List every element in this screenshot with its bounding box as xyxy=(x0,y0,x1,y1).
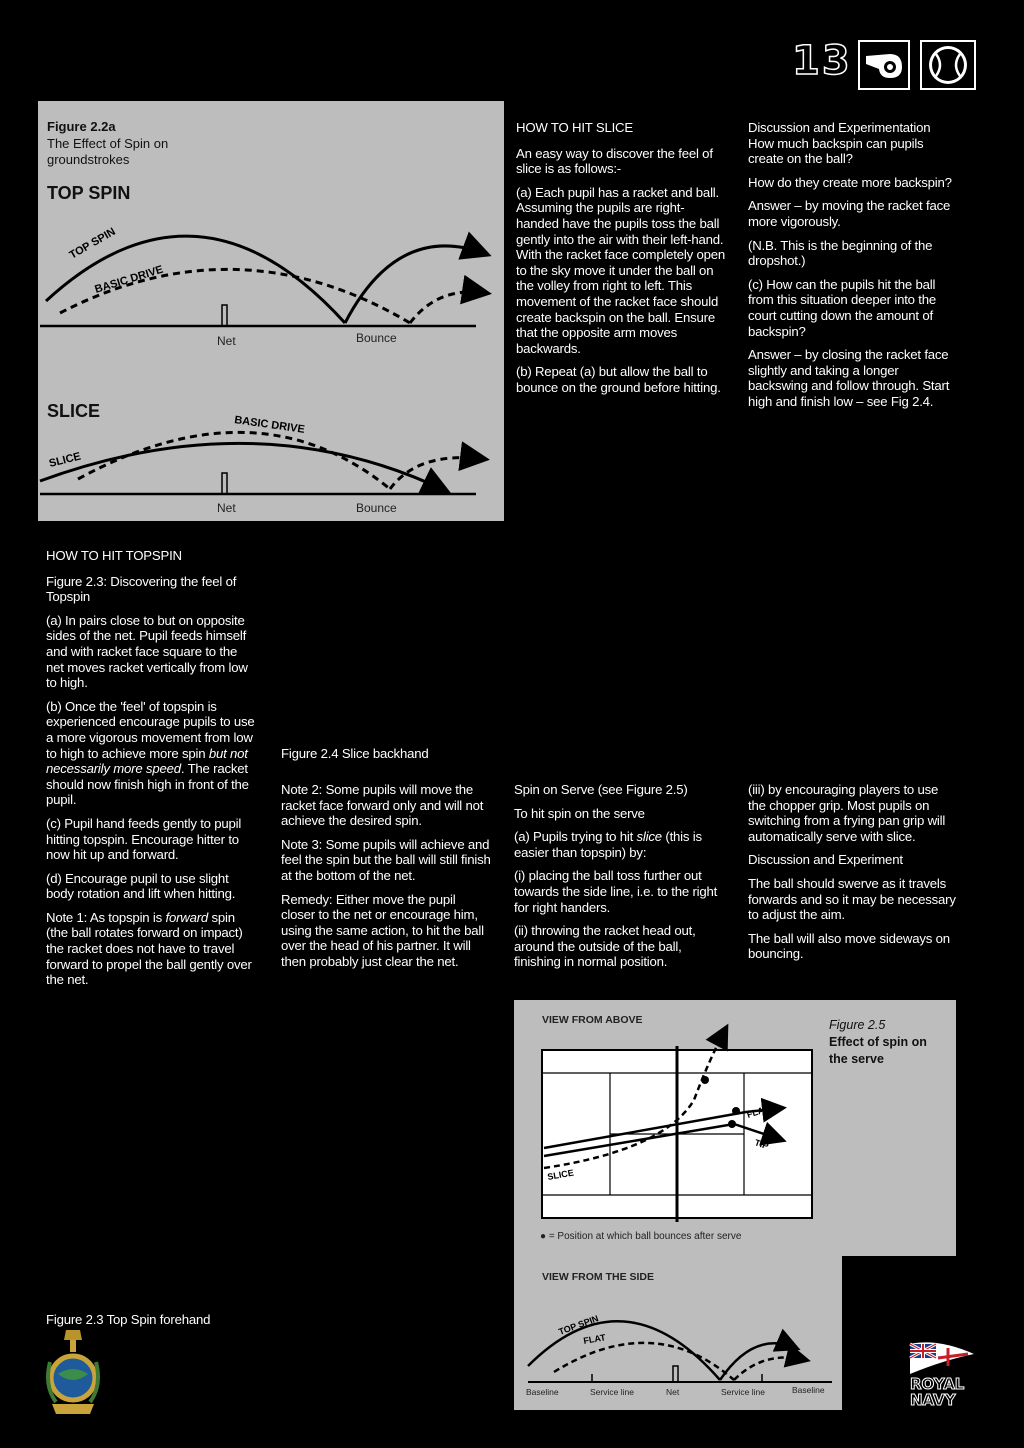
subheading: To hit spin on the serve xyxy=(514,805,645,821)
slice-instructions xyxy=(516,120,726,404)
figure-caption-line2: groundstrokes xyxy=(47,152,130,167)
bounce-marker xyxy=(728,1120,736,1128)
topspin-rebound xyxy=(345,246,486,323)
basic-drive-curve-label: BASIC DRIVE xyxy=(233,414,306,436)
basic-drive-path xyxy=(78,432,390,489)
slice-heading: SLICE xyxy=(47,401,101,421)
paragraph: The ball will also move sideways on bouncing. xyxy=(748,930,950,962)
figure-2-2a xyxy=(38,101,504,521)
section-heading: Spin on Serve (see Figure 2.5) xyxy=(514,782,688,797)
section-heading: HOW TO HIT SLICE xyxy=(516,120,633,135)
flat-side-rebound xyxy=(734,1358,806,1381)
legend-text: ● = Position at which ball bounces after serve xyxy=(540,1231,742,1242)
paragraph: (iii) by encouraging players to use the chopper grip. Most pupils on switching from a frying pan grip will automatically serve with slice. xyxy=(748,782,946,844)
royal-marines-crest-icon xyxy=(44,1326,102,1418)
paragraph: An easy way to discover the feel of slice is as follows:- xyxy=(516,145,713,177)
paragraph: (i) placing the ball toss further out towards the side line, i.e. to the right for right handers. xyxy=(514,868,718,915)
paragraph: Answer – by closing the racket face slightly and taking a longer backswing and follow through. Start high and finish low – see Fig 2.4. xyxy=(748,347,950,409)
slice-label: SLICE xyxy=(546,1167,575,1182)
tennis-ball-icon xyxy=(920,40,976,90)
basic-drive-rebound xyxy=(410,292,486,323)
bounce-marker xyxy=(701,1076,709,1084)
top-spin-heading: TOP SPIN xyxy=(47,183,131,203)
paragraph: (a) Each pupil has a racket and ball. Assuming the pupils are right-handed have the pupils toss the ball gently into the air with their left-hand. With the racket face completely open to the sky move it under the ball on the volley from right to left. This movement of the racket face should create backspin on the ball. Ensure that the opposite arm moves backwards. xyxy=(516,184,726,356)
paragraph: (b) Once the 'feel' of topspin is experienced encourage pupils to use a more vigorous movement from low to high to achieve more spin but not necessarily more speed. The racket should now finish high in front of the pupil. xyxy=(46,698,255,808)
basic-drive-path xyxy=(60,269,410,323)
paragraph: (d) Encourage pupil to use slight body rotation and lift when hitting. xyxy=(46,870,236,902)
paragraph: The ball should swerve as it travels forwards and so it may be necessary to adjust the aim. xyxy=(748,875,956,923)
figure-caption-line2: the serve xyxy=(829,1052,884,1066)
serve-section xyxy=(514,782,726,978)
baseline-label: Baseline xyxy=(526,1387,559,1397)
bounce-label: Bounce xyxy=(356,501,397,515)
net-post xyxy=(673,1366,678,1382)
paragraph: (b) Repeat (a) but allow the ball to bounce on the ground before hitting. xyxy=(516,364,721,395)
subheading: Figure 2.3: Discovering the feel of Topspin xyxy=(46,573,237,605)
discussion-section xyxy=(748,120,958,418)
paragraph: Note 2: Some pupils will move the racket face forward only and will not achieve the desired spin. xyxy=(281,782,484,829)
paragraph: (a) Pupils trying to hit slice (this is easier than topspin) by: xyxy=(514,829,702,860)
figure-caption-line1: Effect of spin on xyxy=(829,1035,927,1049)
figure-label: Figure 2.2a xyxy=(47,119,116,134)
bounce-marker xyxy=(732,1107,740,1115)
view-from-above-heading: VIEW FROM ABOVE xyxy=(542,1014,643,1026)
topspin-side-rebound xyxy=(720,1343,796,1380)
figure-label: Figure 2.5 xyxy=(829,1018,886,1032)
serve-diagram xyxy=(514,1000,956,1410)
paragraph: Answer – by moving the racket face more vigorously. xyxy=(748,198,951,229)
paragraph: (c) Pupil hand feeds gently to pupil hitting topspin. Encourage hitter to now hit up and forward. xyxy=(46,815,242,863)
figure-caption-line1: The Effect of Spin on xyxy=(47,136,169,151)
white-ensign-icon xyxy=(908,1340,976,1376)
section-heading: Discussion and Experiment xyxy=(748,852,903,868)
paragraph: Remedy: Either move the pupil closer to the net or encourage him, using the same action, to hit the ball over the head of his partner. It will then probably just clear the net. xyxy=(281,891,484,969)
paragraph: Note 3: Some pupils will achieve and feel the spin but the ball will still finish at the bottom of the net. xyxy=(281,836,491,883)
tip-label: TIP xyxy=(753,1137,770,1152)
paragraph: (c) How can the pupils hit the ball from this situation deeper into the court cutting down the amount of backspin? xyxy=(748,276,936,339)
paragraph: (N.B. This is the beginning of the dropshot.) xyxy=(748,237,933,269)
flat-side-path xyxy=(554,1343,734,1380)
basic-drive-curve-label: BASIC DRIVE xyxy=(93,263,165,296)
notes-section xyxy=(281,782,491,978)
net-label: Net xyxy=(217,334,236,348)
whistle-icon xyxy=(858,40,910,90)
paragraph: How much backspin can pupils create on the ball? xyxy=(748,135,924,167)
flat-side-label: FLAT xyxy=(582,1332,607,1346)
slice-curve-label: SLICE xyxy=(47,450,83,470)
net-post xyxy=(222,305,227,326)
service-line-label: Service line xyxy=(590,1387,634,1397)
fig-2-3-caption: Figure 2.3 Top Spin forehand xyxy=(46,1312,211,1327)
service-line-label: Service line xyxy=(721,1387,765,1397)
net-post xyxy=(222,473,227,494)
paragraph: (a) In pairs close to but on opposite sides of the net. Pupil feeds himself and with racket face square to the net moves racket vertically from low to high. xyxy=(46,612,248,691)
topspin-curve-label: TOP SPIN xyxy=(67,225,118,262)
topspin-instructions xyxy=(46,548,256,996)
royal-navy-logo xyxy=(906,1340,976,1412)
royal-navy-text-line2: NAVY xyxy=(910,1391,956,1409)
paragraph: How do they create more backspin? xyxy=(748,174,952,190)
paragraph: Note 1: As topspin is forward spin (the ball rotates forward on impact) the racket does not have to travel forward to propel the ball gently over the net. xyxy=(46,909,252,988)
royal-navy-text-line1: ROYAL xyxy=(910,1375,965,1393)
bounce-label: Bounce xyxy=(356,331,397,345)
view-from-side-heading: VIEW FROM THE SIDE xyxy=(542,1271,655,1283)
section-heading: HOW TO HIT TOPSPIN xyxy=(46,548,182,563)
flat-label: FLAT xyxy=(745,1103,770,1120)
paragraph: (ii) throwing the racket head out, around the outside of the ball, finishing in normal position. xyxy=(514,923,696,970)
net-label: Net xyxy=(666,1387,680,1397)
topspin-side-label: TOP SPIN xyxy=(557,1313,600,1337)
fig-2-4-caption: Figure 2.4 Slice backhand xyxy=(281,746,429,761)
spin-diagram xyxy=(38,101,504,521)
discussion-experiment-section xyxy=(748,782,958,970)
baseline-label: Baseline xyxy=(792,1385,825,1395)
page-number: 13 xyxy=(792,38,852,84)
section-heading: Discussion and Experimentation xyxy=(748,120,931,135)
net-label: Net xyxy=(217,501,236,515)
